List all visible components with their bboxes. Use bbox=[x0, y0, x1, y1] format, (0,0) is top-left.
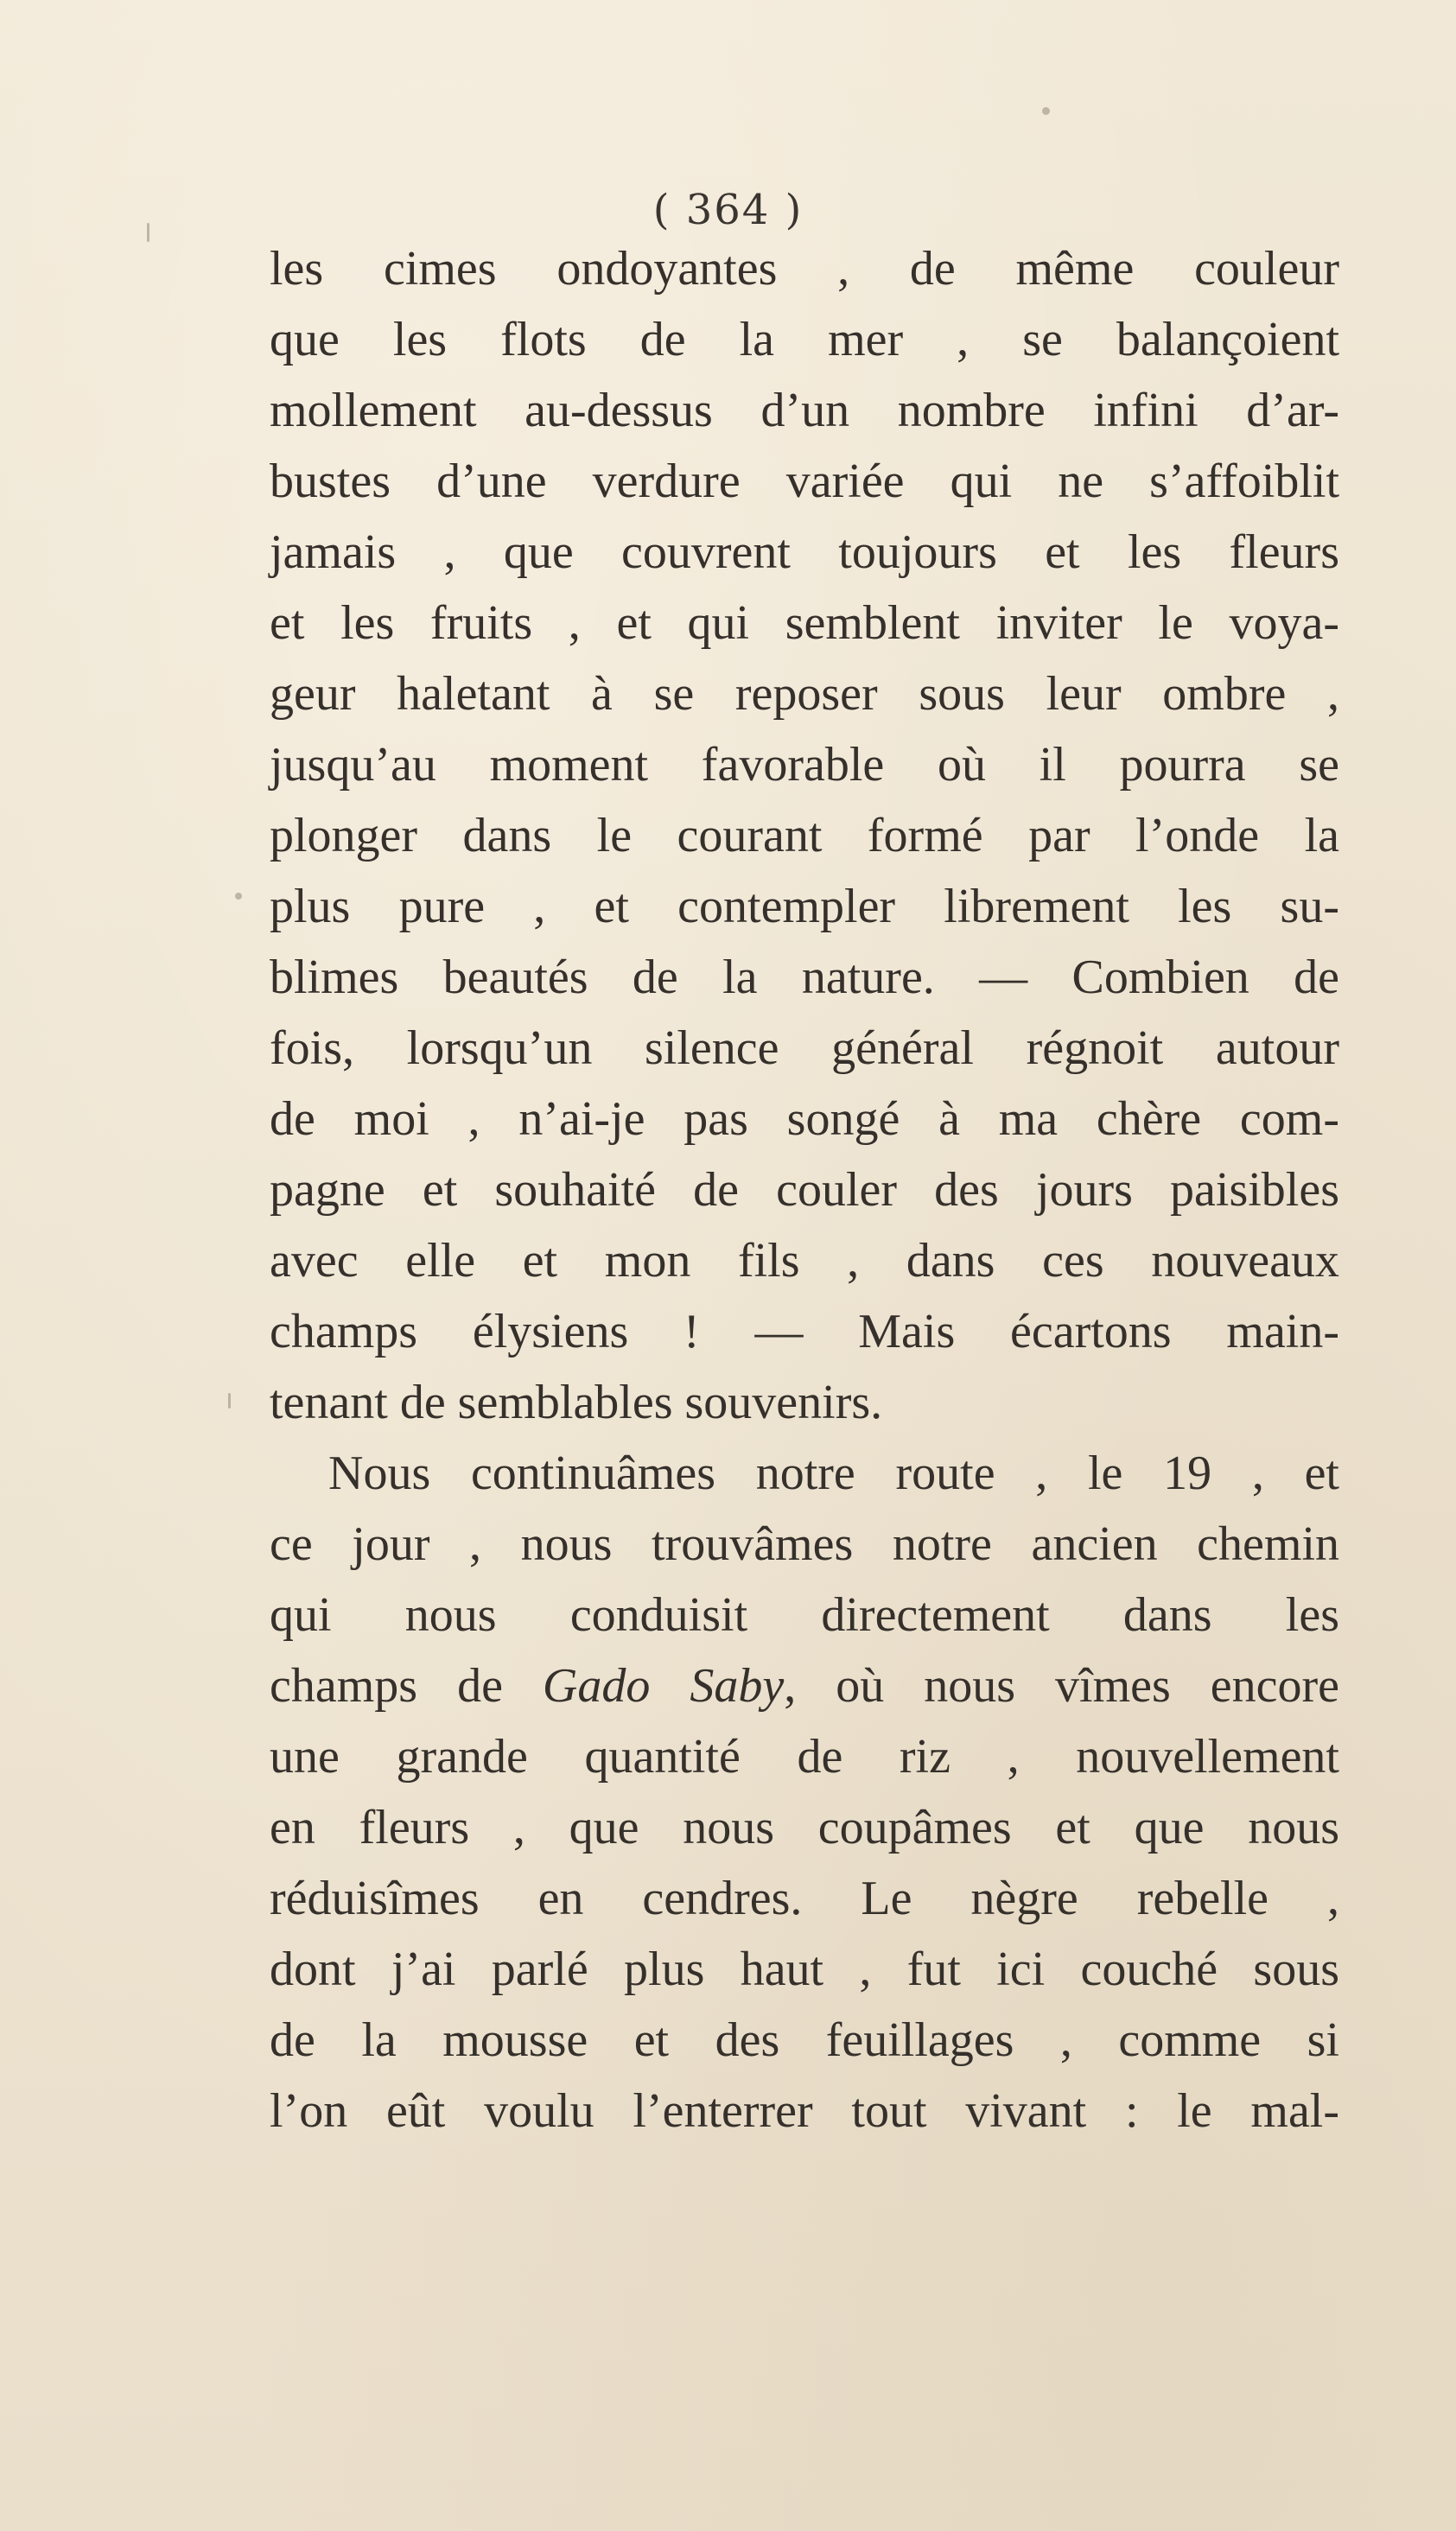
text-line: de la mousse et des feuillages , comme si bbox=[270, 2013, 1339, 2067]
text-line: dont j’ai parlé plus haut , fut ici couché sous bbox=[270, 1943, 1339, 1996]
text-line: fois, lorsqu’un silence général régnoit autour bbox=[270, 1021, 1339, 1075]
text-line: jamais , que couvrent toujours et les fleurs bbox=[270, 525, 1339, 579]
paper-speck bbox=[235, 893, 242, 900]
text-fragment: champs de bbox=[270, 1659, 543, 1713]
text-line: plonger dans le courant formé par l’onde la bbox=[270, 809, 1339, 862]
text-line: geur haletant à se reposer sous leur ombre , bbox=[270, 667, 1339, 721]
text-line: blimes beautés de la nature. — Combien de bbox=[270, 951, 1339, 1004]
paper-speck bbox=[1042, 107, 1050, 115]
text-line: plus pure , et contempler librement les su- bbox=[270, 880, 1339, 933]
paper-speck bbox=[228, 1393, 231, 1409]
page-number: ( 364 ) bbox=[652, 186, 804, 234]
text-fragment: , où nous vîmes encore bbox=[784, 1659, 1339, 1713]
text-line-with-place-name bbox=[270, 1650, 1339, 1721]
text-line: avec elle et mon fils , dans ces nouveaux bbox=[270, 1234, 1339, 1288]
text-line: jusqu’au moment favorable où il pourra se bbox=[270, 738, 1339, 792]
text-line: que les flots de la mer , se balançoient bbox=[270, 313, 1339, 366]
text-line: champs élysiens ! — Mais écartons main- bbox=[270, 1305, 1339, 1358]
text-line: mollement au-dessus d’un nombre infini d’ar- bbox=[270, 384, 1339, 437]
body-text bbox=[270, 233, 1339, 2146]
text-line: en fleurs , que nous coupâmes et que nous bbox=[270, 1801, 1339, 1854]
text-line: réduisîmes en cendres. Le nègre rebelle , bbox=[270, 1872, 1339, 1925]
text-line: les cimes ondoyantes , de même couleur bbox=[270, 242, 1339, 296]
text-line: pagne et souhaité de couler des jours paisibles bbox=[270, 1163, 1339, 1217]
text-line: une grande quantité de riz , nouvellement bbox=[270, 1730, 1339, 1784]
text-line: et les fruits , et qui semblent inviter le voya- bbox=[270, 596, 1339, 650]
text-line: bustes d’une verdure variée qui ne s’affoiblit bbox=[270, 455, 1339, 508]
paragraph-end-line: tenant de semblables souvenirs. bbox=[270, 1376, 883, 1429]
text-line: l’on eût voulu l’enterrer tout vivant : le mal- bbox=[270, 2084, 1339, 2138]
paragraph-start-line: Nous continuâmes notre route , le 19 , et bbox=[328, 1447, 1339, 1500]
text-line: qui nous conduisit directement dans les bbox=[270, 1588, 1339, 1642]
text-line: de moi , n’ai-je pas songé à ma chère com- bbox=[270, 1092, 1339, 1146]
place-name-italic: Gado Saby bbox=[542, 1659, 785, 1713]
text-line: ce jour , nous trouvâmes notre ancien chemin bbox=[270, 1517, 1339, 1571]
